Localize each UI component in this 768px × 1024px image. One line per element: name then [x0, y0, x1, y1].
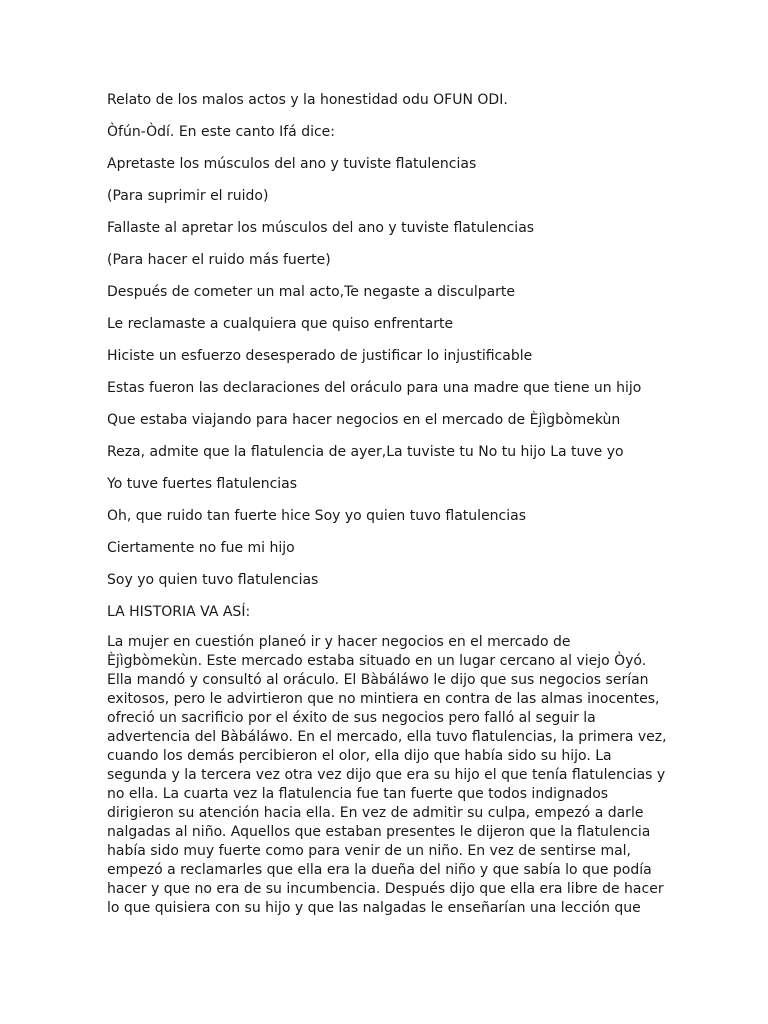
paragraph-line: había sido muy fuerte como para venir de un niño. En vez de sentirse mal, — [107, 843, 631, 859]
paragraph-line: no ella. La cuarta vez la flatulencia fue tan fuerte que todos indignados — [107, 786, 609, 802]
paragraph-line: empezó a reclamarles que ella era la dueña del niño y que sabía lo que podía — [107, 862, 652, 878]
verse-line: Estas fueron las declaraciones del oráculo para una madre que tiene un hijo — [107, 380, 642, 396]
verse-line: Le reclamaste a cualquiera que quiso enfrentarte — [107, 316, 454, 332]
verse-line: Hiciste un esfuerzo desesperado de justificar lo injustificable — [107, 348, 533, 364]
verse-line: (Para hacer el ruido más fuerte) — [107, 252, 331, 268]
verse-line: Reza, admite que la flatulencia de ayer,La tuviste tu No tu hijo La tuve yo — [107, 444, 624, 460]
story-paragraph — [107, 633, 667, 918]
paragraph-line: dirigieron su atención hacia ella. En vez de admitir su culpa, empezó a darle — [107, 805, 644, 821]
document-body — [107, 89, 667, 918]
paragraph-line: advertencia del Bàbáláwo. En el mercado, ella tuvo flatulencias, la primera vez, — [107, 729, 667, 745]
verse-line: Òfún-Òdí. En este canto Ifá dice: — [107, 124, 336, 140]
verse-line: Yo tuve fuertes flatulencias — [107, 476, 298, 492]
story-heading: LA HISTORIA VA ASÍ: — [107, 604, 251, 620]
paragraph-line: lo que quisiera con su hijo y que las nalgadas le enseñarían una lección que — [107, 900, 641, 916]
verse-line: Apretaste los músculos del ano y tuviste flatulencias — [107, 156, 477, 172]
paragraph-line: ofreció un sacrificio por el éxito de sus negocios pero falló al seguir la — [107, 710, 596, 726]
document-title-line: Relato de los malos actos y la honestidad odu OFUN ODI. — [107, 92, 508, 108]
verse-line: (Para suprimir el ruido) — [107, 188, 269, 204]
paragraph-line: hacer y que no era de su incumbencia. Después dijo que ella era libre de hacer — [107, 881, 664, 897]
verse-line: Soy yo quien tuvo flatulencias — [107, 572, 319, 588]
paragraph-line: cuando los demás percibieron el olor, ella dijo que había sido su hijo. La — [107, 748, 612, 764]
verse-line: Ciertamente no fue mi hijo — [107, 540, 295, 556]
paragraph-line: segunda y la tercera vez otra vez dijo que era su hijo el que tenía flatulencias y — [107, 767, 666, 783]
verse-line: Oh, que ruido tan fuerte hice Soy yo quien tuvo flatulencias — [107, 508, 527, 524]
paragraph-line: Èjìgbòmekùn. Este mercado estaba situado en un lugar cercano al viejo Òyó. — [107, 653, 647, 669]
verse-line: Que estaba viajando para hacer negocios en el mercado de Èjìgbòmekùn — [107, 412, 621, 428]
paragraph-line: La mujer en cuestión planeó ir y hacer negocios en el mercado de — [107, 634, 571, 650]
paragraph-line: exitosos, pero le advirtieron que no mintiera en contra de las almas inocentes, — [107, 691, 660, 707]
verse-line: Fallaste al apretar los músculos del ano y tuviste flatulencias — [107, 220, 535, 236]
verse-line: Después de cometer un mal acto,Te negaste a disculparte — [107, 284, 516, 300]
paragraph-line: Ella mandó y consultó al oráculo. El Bàbáláwo le dijo que sus negocios serían — [107, 672, 649, 688]
paragraph-line: nalgadas al niño. Aquellos que estaban presentes le dijeron que la flatulencia — [107, 824, 651, 840]
